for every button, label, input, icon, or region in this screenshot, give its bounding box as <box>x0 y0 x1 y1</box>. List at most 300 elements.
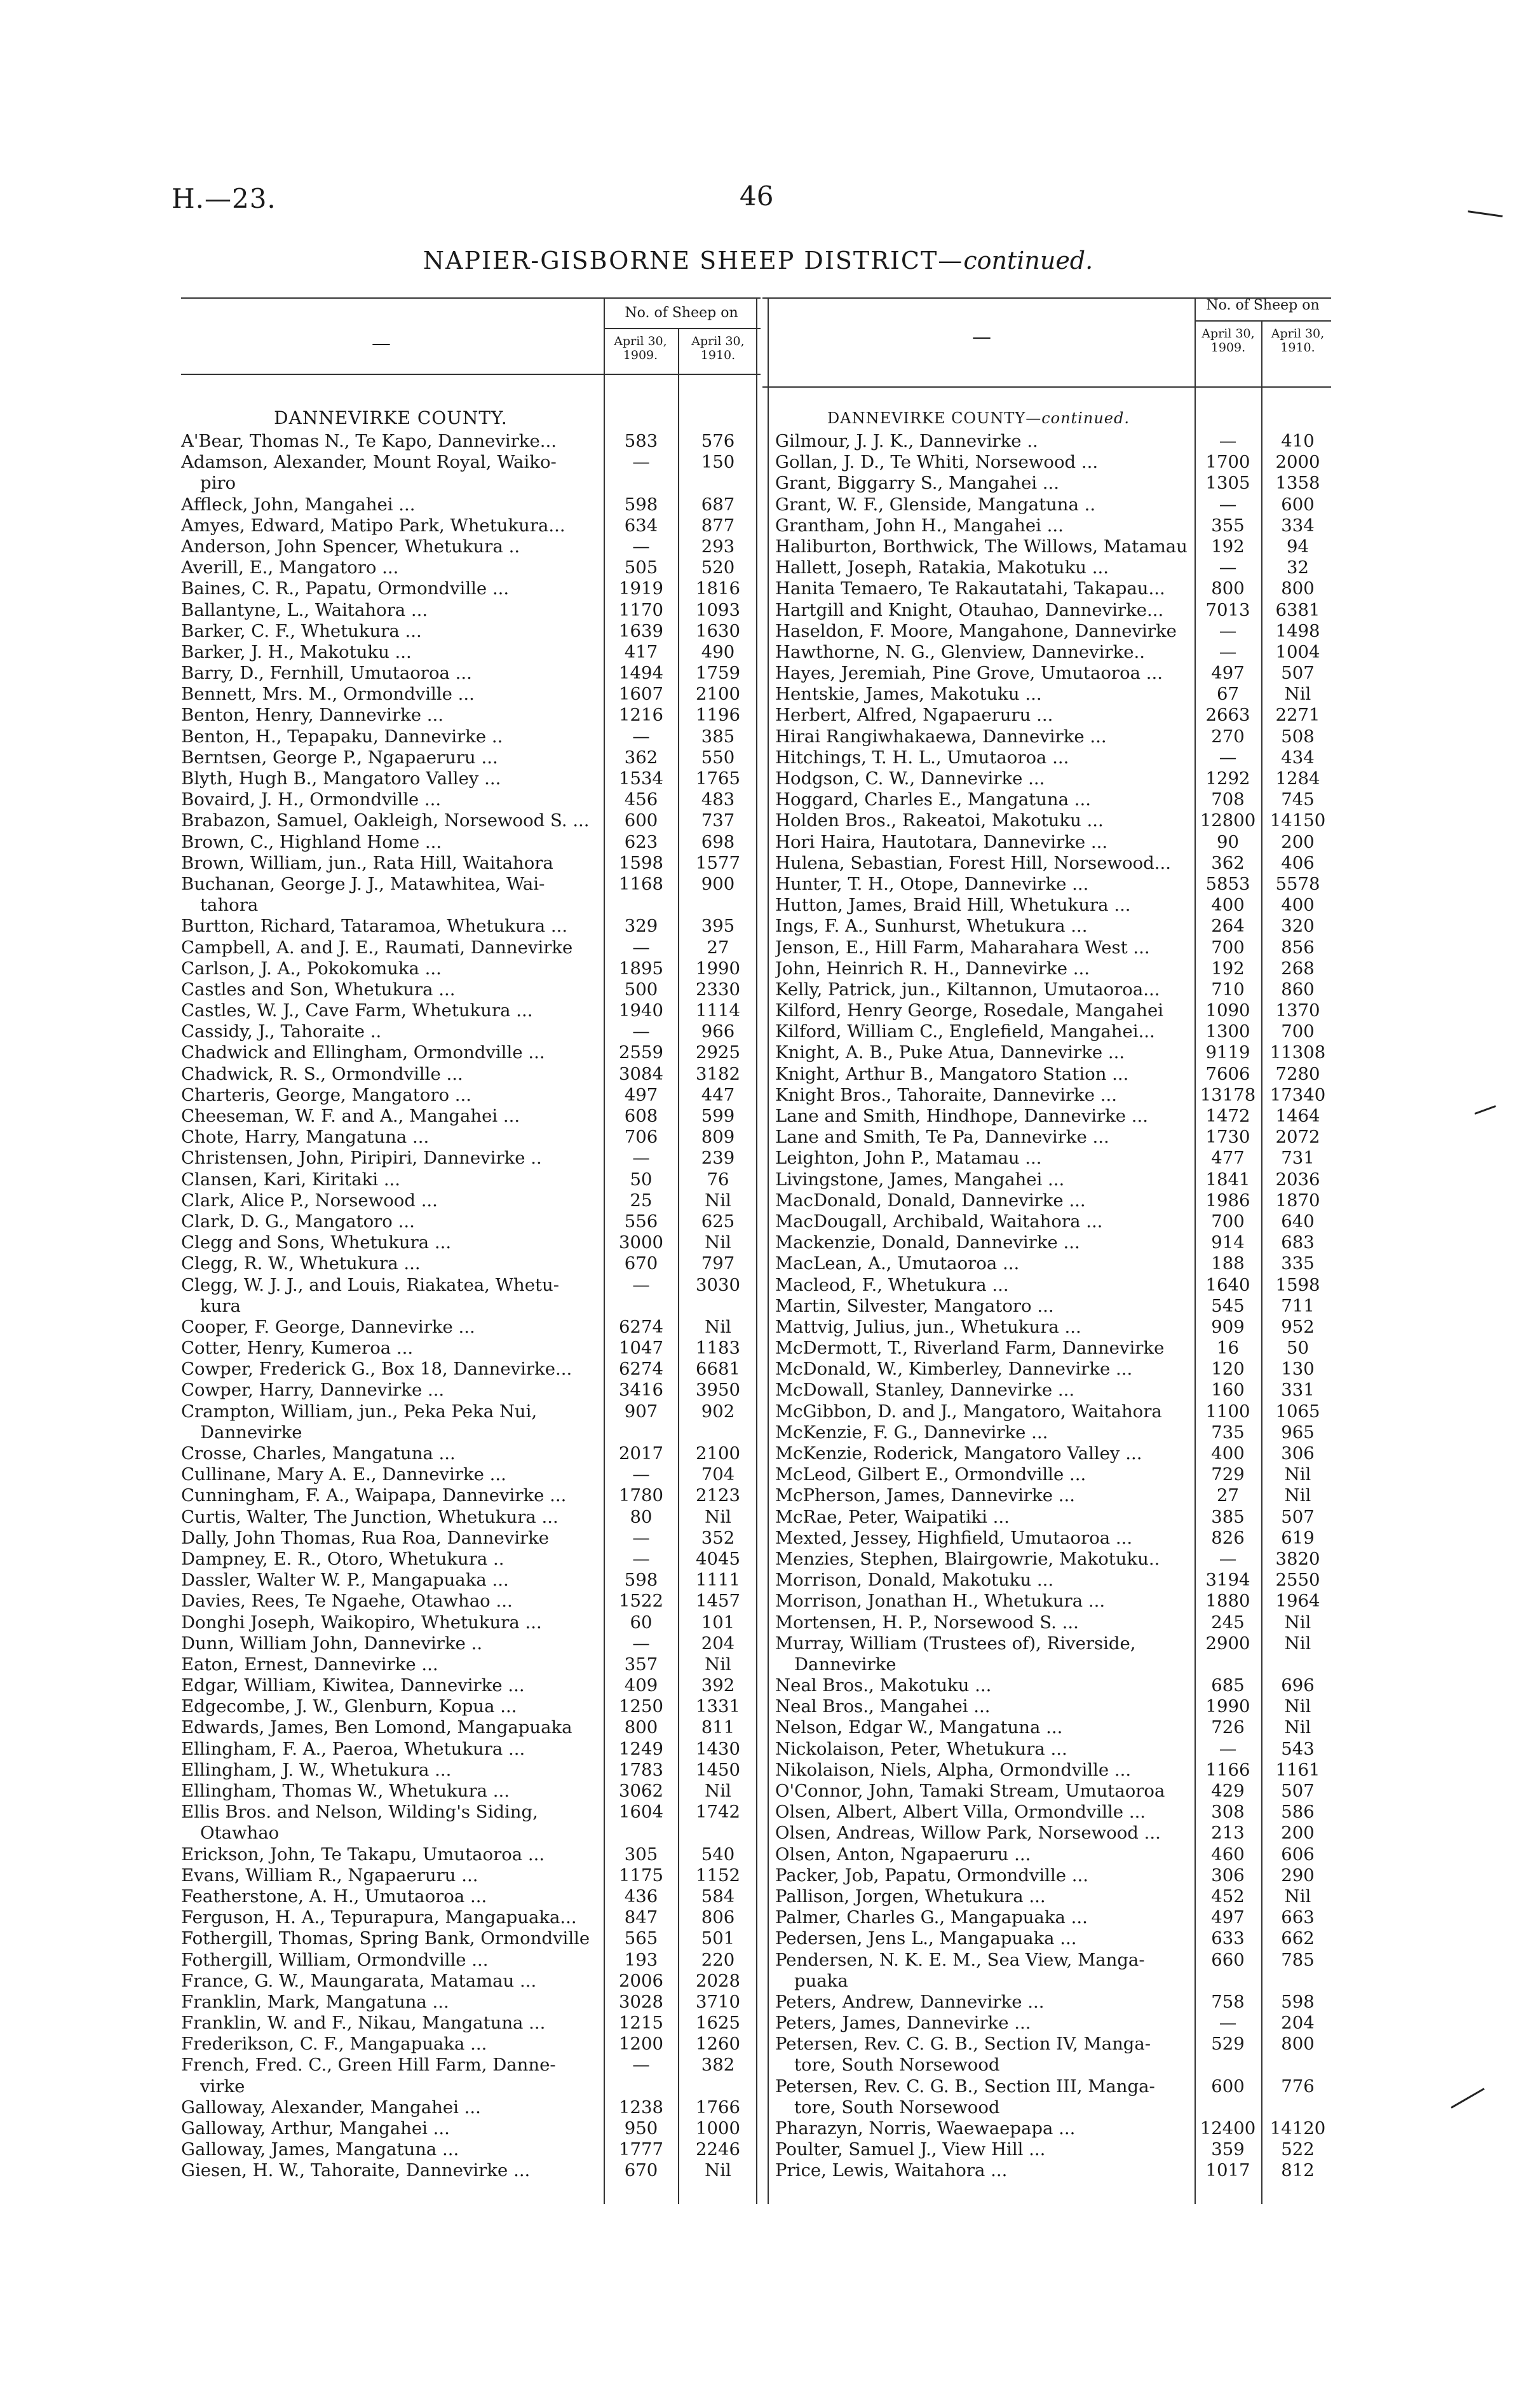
title-suffix: continued. <box>963 247 1093 275</box>
sheep-1909: 1986 <box>1205 1190 1250 1211</box>
sheep-1910: 640 <box>1281 1211 1315 1232</box>
sheep-1910: Nil <box>1284 684 1311 705</box>
table-row <box>181 2013 761 2034</box>
page-number: 46 <box>740 180 774 212</box>
sheep-1909: — <box>632 1633 650 1654</box>
sheep-1910: 268 <box>1281 958 1315 979</box>
owner-name: Pharazyn, Norris, Waewaepapa ... <box>775 2118 1076 2139</box>
table-row <box>181 1275 761 1296</box>
sheep-1910: 392 <box>701 1675 735 1696</box>
owner-name: O'Connor, John, Tamaki Stream, Umutaoroa <box>775 1781 1165 1801</box>
table-row <box>762 1169 1331 1190</box>
sheep-1909: 710 <box>1211 979 1245 1000</box>
table-row <box>181 1802 761 1823</box>
sheep-1909: 6274 <box>619 1359 663 1380</box>
owner-name: Nikolaison, Niels, Alpha, Ormondville ... <box>775 1759 1132 1780</box>
sheep-1910: 1990 <box>696 958 740 979</box>
table-row-continuation <box>181 2076 761 2097</box>
sheep-1909: 12800 <box>1200 810 1256 831</box>
sheep-1910: 6381 <box>1275 599 1320 620</box>
sheep-1910: 1152 <box>696 1865 740 1886</box>
header-subrule <box>1195 320 1331 322</box>
owner-name: Knight, Arthur B., Mangatoro Station ... <box>775 1063 1129 1084</box>
table-row <box>181 1570 761 1591</box>
owner-name: Ellingham, J. W., Whetukura ... <box>181 1759 452 1780</box>
owner-name: Galloway, James, Mangatuna ... <box>181 2139 459 2160</box>
sheep-1909: 1990 <box>1205 1696 1250 1717</box>
owner-name: Neal Bros., Mangahei ... <box>775 1696 991 1717</box>
sheep-1909: 735 <box>1211 1422 1245 1443</box>
sheep-1910: Nil <box>1284 1717 1311 1738</box>
sheep-1910: 2100 <box>696 684 740 705</box>
owner-name: Martin, Silvester, Mangatoro ... <box>775 1295 1054 1316</box>
owner-name: Holden Bros., Rakeatoi, Makotuku ... <box>775 810 1104 831</box>
sheep-1910: 776 <box>1281 2076 1315 2097</box>
sheep-1910: 1498 <box>1275 620 1320 641</box>
table-row <box>762 768 1331 789</box>
table-row <box>762 1865 1331 1886</box>
sheep-1909: 460 <box>1211 1844 1245 1865</box>
table-row <box>181 2097 761 2118</box>
owner-name: Grantham, John H., Mangahei ... <box>775 515 1064 536</box>
table-row <box>762 1464 1331 1485</box>
sheep-1909: 1215 <box>619 2013 663 2034</box>
sheep-1909: 505 <box>624 557 658 578</box>
sheep-1910: 352 <box>701 1527 735 1548</box>
table-row <box>762 515 1331 536</box>
table-row <box>762 1802 1331 1823</box>
sheep-1910: 952 <box>1281 1316 1315 1337</box>
sheep-1909: 2006 <box>619 1970 663 1991</box>
sheep-1910: 1457 <box>696 1591 740 1612</box>
sheep-1910: 584 <box>701 1886 735 1907</box>
sheep-1909: 2559 <box>619 1042 663 1063</box>
table-row <box>762 1844 1331 1865</box>
sheep-1910: 806 <box>701 1907 735 1928</box>
owner-name: Cunningham, F. A., Waipapa, Dannevirke ... <box>181 1485 567 1506</box>
sheep-1909: 1607 <box>619 684 663 705</box>
owner-name: Kilford, William C., Englefield, Mangahei... <box>775 1021 1155 1042</box>
sheep-1909: 583 <box>624 431 658 451</box>
sheep-1909: 497 <box>1211 1907 1245 1928</box>
owner-name: Grant, W. F., Glenside, Mangatuna .. <box>775 494 1096 515</box>
table-row <box>762 1528 1331 1549</box>
sheep-1909: 362 <box>624 747 658 768</box>
owner-name: Hentskie, James, Makotuku ... <box>775 684 1042 705</box>
table-row <box>762 1042 1331 1063</box>
sheep-1910: 200 <box>1281 831 1315 852</box>
table-row <box>181 1612 761 1633</box>
sheep-1909: 452 <box>1211 1886 1245 1907</box>
owner-name: Edwards, James, Ben Lomond, Mangapuaka <box>181 1717 572 1738</box>
table-row <box>181 1338 761 1359</box>
owner-name: Dampney, E. R., Otoro, Whetukura .. <box>181 1548 504 1569</box>
sheep-1909: 2017 <box>619 1443 663 1464</box>
owner-name: Hanita Temaero, Te Rakautatahi, Takapau... <box>775 578 1165 599</box>
table-row <box>762 789 1331 810</box>
sheep-1909: 529 <box>1211 2034 1245 2055</box>
sheep-1909: 726 <box>1211 1717 1245 1738</box>
sheep-1910: Nil <box>705 1654 731 1675</box>
sheep-1909: 1292 <box>1205 768 1250 789</box>
table-row <box>762 684 1331 705</box>
right-rows <box>762 405 1331 2182</box>
table-row <box>762 1401 1331 1422</box>
table-row <box>181 937 761 958</box>
page-title <box>0 247 1516 275</box>
sheep-1909: 192 <box>1211 958 1245 979</box>
table-row <box>762 1781 1331 1802</box>
owner-name: Lane and Smith, Te Pa, Dannevirke ... <box>775 1127 1109 1148</box>
sheep-1910: 290 <box>1281 1865 1315 1886</box>
owner-name: Hirai Rangiwhakaewa, Dannevirke ... <box>775 726 1107 747</box>
table-row <box>762 1253 1331 1274</box>
owner-name: Hunter, T. H., Otope, Dannevirke ... <box>775 873 1089 894</box>
sheep-count-header: No. of Sheep on <box>625 305 738 321</box>
table-row <box>181 768 761 789</box>
table-row <box>181 600 761 621</box>
sheep-1909: 670 <box>624 2160 658 2181</box>
sheep-1910: 966 <box>701 1021 735 1042</box>
sheep-1909: 50 <box>630 1169 653 1190</box>
sheep-1909: 400 <box>1211 1443 1245 1464</box>
sheep-1909: 429 <box>1211 1781 1245 1801</box>
sheep-1909: 1640 <box>1205 1274 1250 1295</box>
sheep-1909: 1522 <box>619 1591 663 1612</box>
owner-name: Neal Bros., Makotuku ... <box>775 1675 992 1696</box>
table-row <box>762 1633 1331 1654</box>
owner-name: Clark, D. G., Mangatoro ... <box>181 1211 415 1232</box>
sheep-1909: 5853 <box>1205 873 1250 894</box>
sheep-1910: 2925 <box>696 1042 740 1063</box>
owner-name: Hawthorne, N. G., Glenview, Dannevirke.. <box>775 641 1145 662</box>
owner-name: Ings, F. A., Sunhurst, Whetukura ... <box>775 916 1088 937</box>
sheep-1909: — <box>632 726 650 747</box>
table-row <box>181 1781 761 1802</box>
sheep-1909: 193 <box>624 1949 658 1970</box>
owner-name: McKenzie, Roderick, Mangatoro Valley ... <box>775 1443 1142 1464</box>
sheep-1909: 3416 <box>619 1380 663 1401</box>
owner-name: Crosse, Charles, Mangatuna ... <box>181 1443 456 1464</box>
sheep-count-header: No. of Sheep on <box>1206 297 1320 313</box>
sheep-1910: 811 <box>701 1717 735 1738</box>
owner-name: Castles, W. J., Cave Farm, Whetukura ... <box>181 1000 533 1021</box>
table-row <box>181 874 761 895</box>
sheep-1909: 1639 <box>619 620 663 641</box>
owner-name: Ballantyne, L., Waitahora ... <box>181 599 428 620</box>
sheep-1910: 2330 <box>696 979 740 1000</box>
sheep-1910: 1765 <box>696 768 740 789</box>
table-row <box>762 1591 1331 1612</box>
sheep-1909: 1841 <box>1205 1169 1250 1190</box>
table-row <box>181 832 761 853</box>
sheep-1909: 120 <box>1211 1359 1245 1380</box>
sheep-1909: 1250 <box>619 1696 663 1717</box>
sheep-1909: 633 <box>1211 1928 1245 1949</box>
owner-name: Brown, William, jun., Rata Hill, Waitahora <box>181 852 553 873</box>
table-row <box>181 1085 761 1106</box>
owner-name: Nickolaison, Peter, Whetukura ... <box>775 1738 1067 1759</box>
owner-name: Pedersen, Jens L., Mangapuaka ... <box>775 1928 1077 1949</box>
sheep-1910: 2100 <box>696 1443 740 1464</box>
sheep-1909: 545 <box>1211 1295 1245 1316</box>
sheep-1910: 130 <box>1281 1359 1315 1380</box>
owner-name: Frederikson, C. F., Mangapuaka ... <box>181 2034 487 2055</box>
sheep-1909: 90 <box>1217 831 1239 852</box>
sheep-1910: 331 <box>1281 1380 1315 1401</box>
owner-name: Charteris, George, Mangatoro ... <box>181 1084 471 1105</box>
owner-name: Kelly, Patrick, jun., Kiltannon, Umutaoroa... <box>775 979 1160 1000</box>
sheep-1909: 2663 <box>1205 705 1250 726</box>
sheep-1910: 550 <box>701 747 735 768</box>
sheep-1909: 1598 <box>619 852 663 873</box>
sheep-1910: 625 <box>701 1211 735 1232</box>
name-column-header: — <box>372 332 391 355</box>
table-row <box>762 1106 1331 1127</box>
sheep-1909: — <box>1219 620 1237 641</box>
sheep-1909: 1783 <box>619 1759 663 1780</box>
sheep-1909: 847 <box>624 1907 658 1928</box>
sheep-1909: 436 <box>624 1886 658 1907</box>
sheep-1910: 586 <box>1281 1802 1315 1823</box>
sheep-1910: 662 <box>1281 1928 1315 1949</box>
owner-name: Lane and Smith, Hindhope, Dannevirke ... <box>775 1106 1149 1126</box>
table-row <box>181 1464 761 1485</box>
owner-name: Franklin, Mark, Mangatuna ... <box>181 1991 449 2012</box>
margin-mark <box>1475 1105 1496 1115</box>
sheep-1909: 409 <box>624 1675 658 1696</box>
owner-name: Campbell, A. and J. E., Raumati, Dannevirke <box>181 937 573 958</box>
sheep-1909: 800 <box>1211 578 1245 599</box>
table-row <box>762 473 1331 494</box>
sheep-1910: 737 <box>701 810 735 831</box>
sheep-1909: 2900 <box>1205 1633 1250 1654</box>
owner-name: Jenson, E., Hill Farm, Maharahara West ... <box>775 937 1150 958</box>
sheep-1909: 700 <box>1211 1211 1245 1232</box>
table-row <box>181 1591 761 1612</box>
table-row <box>762 916 1331 937</box>
table-row <box>181 1928 761 1949</box>
owner-name: Morrison, Jonathan H., Whetukura ... <box>775 1591 1106 1612</box>
table-row <box>181 1675 761 1696</box>
sheep-1910: 1598 <box>1275 1274 1320 1295</box>
sheep-1909: 1090 <box>1205 1000 1250 1021</box>
owner-name: Olsen, Albert, Albert Villa, Ormondville ... <box>775 1802 1146 1823</box>
sheep-1910: 1260 <box>696 2034 740 2055</box>
table-row <box>181 1064 761 1085</box>
owner-name: Haseldon, F. Moore, Mangahone, Dannevirke <box>775 620 1177 641</box>
owner-name: tore, South Norsewood <box>794 2055 1000 2076</box>
table-row <box>762 1422 1331 1443</box>
table-row <box>762 1886 1331 1907</box>
sheep-1910: 900 <box>701 873 735 894</box>
table-row <box>181 1253 761 1274</box>
sheep-1909: 3084 <box>619 1063 663 1084</box>
sheep-1909: 708 <box>1211 789 1245 810</box>
sheep-1910: 687 <box>701 494 735 515</box>
sheep-1910: 293 <box>701 536 735 557</box>
sheep-1910: 1430 <box>696 1738 740 1759</box>
table-row-continuation <box>762 2097 1331 2118</box>
owner-name: Davies, Rees, Te Ngaehe, Otawhao ... <box>181 1591 513 1612</box>
owner-name: Christensen, John, Piripiri, Dannevirke .. <box>181 1148 542 1169</box>
table-row <box>181 663 761 684</box>
sheep-1909: 12400 <box>1200 2118 1256 2139</box>
table-row <box>181 1844 761 1865</box>
owner-name: virke <box>200 2076 245 2097</box>
sheep-1910: 1111 <box>696 1570 740 1591</box>
table-row <box>181 578 761 599</box>
sheep-1909: 1780 <box>619 1485 663 1506</box>
sheep-1909: 700 <box>1211 937 1245 958</box>
header-bottom-rule <box>181 374 761 375</box>
table-row <box>181 1760 761 1781</box>
sheep-1910: 406 <box>1281 852 1315 873</box>
sheep-1910: 334 <box>1281 515 1315 536</box>
sheep-1910: 1196 <box>696 705 740 726</box>
owner-name: McDermott, T., Riverland Farm, Dannevirke <box>775 1338 1165 1359</box>
table-row <box>762 578 1331 599</box>
year-1910-header: April 30, 1910. <box>1271 327 1325 355</box>
owner-name: McDonald, W., Kimberley, Dannevirke ... <box>775 1359 1133 1380</box>
sheep-1910: 501 <box>701 1928 735 1949</box>
table-row <box>762 1739 1331 1760</box>
table-row <box>181 1992 761 2013</box>
sheep-1909: 600 <box>624 810 658 831</box>
owner-name: Erickson, John, Te Takapu, Umutaoroa ... <box>181 1844 545 1865</box>
sheep-1910: 490 <box>701 641 735 662</box>
owner-name: Ellingham, F. A., Paeroa, Whetukura ... <box>181 1738 525 1759</box>
owner-name: Clegg, W. J. J., and Louis, Riakatea, Whetu- <box>181 1274 560 1295</box>
margin-mark <box>1451 2088 1484 2109</box>
sheep-1910: 797 <box>701 1253 735 1274</box>
table-row <box>181 536 761 557</box>
sheep-1910: 1816 <box>696 578 740 599</box>
sheep-1909: 729 <box>1211 1464 1245 1485</box>
table-row <box>762 1675 1331 1696</box>
table-row <box>181 1971 761 1992</box>
sheep-1909: 1880 <box>1205 1591 1250 1612</box>
sheep-1910: 576 <box>701 431 735 451</box>
sheep-1909: 1249 <box>619 1738 663 1759</box>
owner-name: Poulter, Samuel J., View Hill ... <box>775 2139 1046 2160</box>
sheep-1909: 385 <box>1211 1506 1245 1527</box>
table-row <box>181 1549 761 1570</box>
sheep-1910: 483 <box>701 789 735 810</box>
sheep-1909: 685 <box>1211 1675 1245 1696</box>
table-row <box>181 1654 761 1675</box>
sheep-1909: 1919 <box>619 578 663 599</box>
table-row <box>181 1127 761 1148</box>
sheep-1909: 758 <box>1211 1991 1245 2012</box>
sheep-1910: 306 <box>1281 1443 1315 1464</box>
sheep-1910: 1093 <box>696 599 740 620</box>
sheep-1910: 619 <box>1281 1527 1315 1548</box>
sheep-1909: 608 <box>624 1106 658 1126</box>
sheep-1909: 1305 <box>1205 473 1250 494</box>
sheep-1909: 1216 <box>619 705 663 726</box>
sheep-1910: Nil <box>1284 1696 1311 1717</box>
owner-name: Chote, Harry, Mangatuna ... <box>181 1127 430 1148</box>
owner-name: Blyth, Hugh B., Mangatoro Valley ... <box>181 768 501 789</box>
sheep-1909: 1100 <box>1205 1401 1250 1422</box>
sheep-1910: 543 <box>1281 1738 1315 1759</box>
sheep-1910: 76 <box>707 1169 729 1190</box>
sheep-1909: 7606 <box>1205 1063 1250 1084</box>
owner-name: Macleod, F., Whetukura ... <box>775 1274 1009 1295</box>
table-row <box>762 810 1331 831</box>
owner-name: Baines, C. R., Papatu, Ormondville ... <box>181 578 510 599</box>
owner-name: Donghi Joseph, Waikopiro, Whetukura ... <box>181 1612 542 1633</box>
sheep-1910: 1161 <box>1275 1759 1320 1780</box>
owner-name: Leighton, John P., Matamau ... <box>775 1148 1042 1169</box>
table-row <box>762 1317 1331 1338</box>
sheep-1910: 1331 <box>696 1696 740 1717</box>
table-row <box>181 494 761 515</box>
owner-name: Petersen, Rev. C. G. B., Section III, Manga- <box>775 2076 1155 2097</box>
sheep-1909: — <box>632 2055 650 2076</box>
owner-name: tore, South Norsewood <box>794 2097 1000 2118</box>
table-row <box>762 2139 1331 2160</box>
sheep-1910: 3820 <box>1275 1548 1320 1569</box>
sheep-1910: 508 <box>1281 726 1315 747</box>
owner-name: McKenzie, F. G., Dannevirke ... <box>775 1422 1048 1443</box>
table-row <box>762 1612 1331 1633</box>
sheep-1910: 6681 <box>696 1359 740 1380</box>
sheep-1909: 306 <box>1211 1865 1245 1886</box>
owner-name: Peters, Andrew, Dannevirke ... <box>775 1991 1045 2012</box>
sheep-1909: 60 <box>630 1612 653 1633</box>
owner-name: McLeod, Gilbert E., Ormondville ... <box>775 1464 1086 1485</box>
table-row <box>181 2055 761 2076</box>
table-row <box>181 1190 761 1211</box>
table-row <box>762 2160 1331 2181</box>
owner-name: MacDonald, Donald, Dannevirke ... <box>775 1190 1086 1211</box>
owner-name: Hitchings, T. H. L., Umutaoroa ... <box>775 747 1069 768</box>
sheep-1910: Nil <box>705 1232 731 1253</box>
table-row <box>181 1865 761 1886</box>
owner-name: Benton, Henry, Dannevirke ... <box>181 705 443 726</box>
owner-name: Livingstone, James, Mangahei ... <box>775 1169 1065 1190</box>
owner-name: Mortensen, H. P., Norsewood S. ... <box>775 1612 1079 1633</box>
table-row <box>762 1907 1331 1928</box>
sheep-1910: 860 <box>1281 979 1315 1000</box>
sheep-1909: — <box>632 1021 650 1042</box>
table-row <box>181 1148 761 1169</box>
sheep-1909: 3028 <box>619 1991 663 2012</box>
table-row-continuation <box>181 1422 761 1443</box>
sheep-1910: 410 <box>1281 431 1315 451</box>
sheep-1910: 385 <box>701 726 735 747</box>
sheep-1909: 598 <box>624 1570 658 1591</box>
table-row <box>181 2139 761 2160</box>
sheep-1909: — <box>632 1464 650 1485</box>
sheep-1909: — <box>1219 641 1237 662</box>
sheep-1909: 800 <box>624 1717 658 1738</box>
table-row <box>762 1338 1331 1359</box>
sheep-1909: 7013 <box>1205 599 1250 620</box>
sheep-1909: 308 <box>1211 1802 1245 1823</box>
table-row <box>181 1485 761 1506</box>
sheep-1909: 305 <box>624 1844 658 1865</box>
table-row <box>762 557 1331 578</box>
owner-name: Menzies, Stephen, Blairgowrie, Makotuku.. <box>775 1548 1160 1569</box>
table-row <box>762 1232 1331 1253</box>
table-row <box>181 1886 761 1907</box>
year-1909-header: April 30, 1909. <box>614 334 667 362</box>
sheep-1909: 556 <box>624 1211 658 1232</box>
owner-name: Affleck, John, Mangahei ... <box>181 494 416 515</box>
